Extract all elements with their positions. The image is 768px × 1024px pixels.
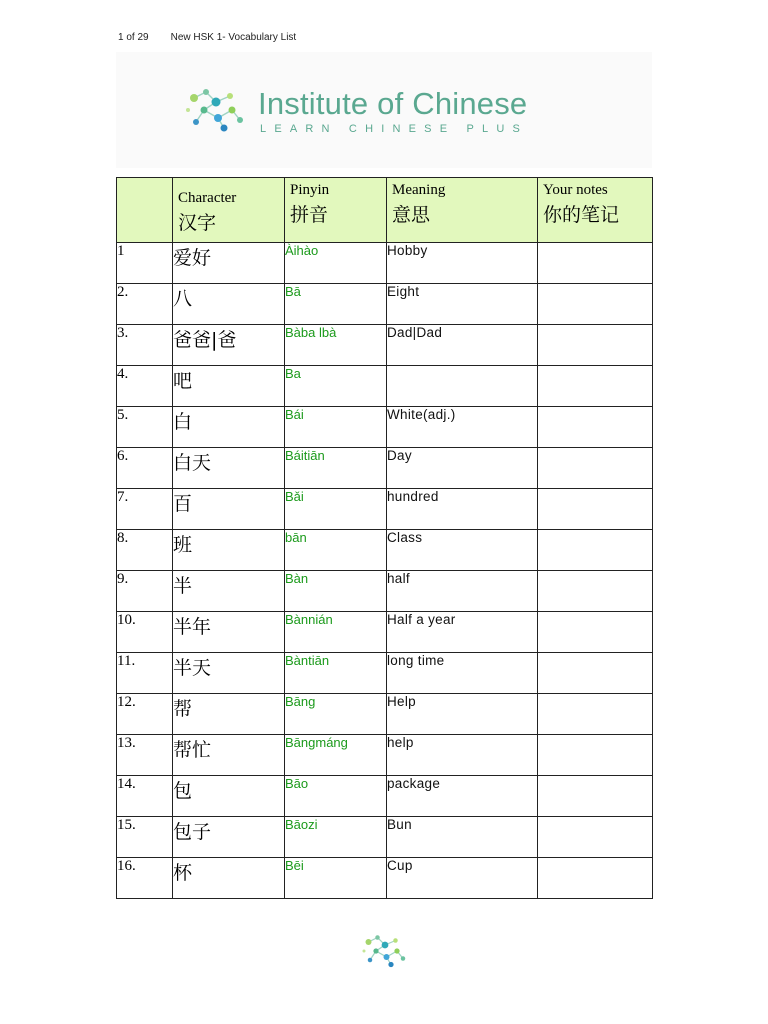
row-number: 5. (117, 407, 173, 448)
table-row (117, 612, 653, 653)
row-number: 12. (117, 694, 173, 735)
table-row (117, 694, 653, 735)
molecule-dots-icon (184, 84, 248, 136)
row-character: 爱好 (173, 243, 285, 284)
row-number: 3. (117, 325, 173, 366)
row-pinyin: Bāngmáng (285, 735, 387, 776)
row-notes-cell[interactable] (538, 858, 653, 899)
row-number: 1 (117, 243, 173, 284)
footer-molecule-dots-icon (361, 931, 409, 971)
table-row (117, 735, 653, 776)
row-character: 帮忙 (173, 735, 285, 776)
row-notes-cell[interactable] (538, 612, 653, 653)
row-character: 半 (173, 571, 285, 612)
logo-banner (116, 52, 652, 168)
page-number: 1 of 29 (118, 32, 149, 43)
row-number: 4. (117, 366, 173, 407)
table-row (117, 776, 653, 817)
logo-title: Institute of Chinese (258, 86, 528, 121)
vocabulary-table (116, 177, 653, 899)
row-number: 14. (117, 776, 173, 817)
header-pinyin-en: Pinyin (290, 182, 330, 198)
header-meaning (387, 178, 538, 243)
row-notes-cell[interactable] (538, 284, 653, 325)
row-number: 9. (117, 571, 173, 612)
row-number: 13. (117, 735, 173, 776)
row-character: 白 (173, 407, 285, 448)
header-pinyin (285, 178, 387, 243)
row-notes-cell[interactable] (538, 817, 653, 858)
row-number: 7. (117, 489, 173, 530)
row-character: 帮 (173, 694, 285, 735)
row-pinyin: Bēi (285, 858, 387, 899)
header-character-cn: 汉字 (178, 212, 217, 234)
row-meaning: Dad|Dad (387, 325, 538, 366)
row-notes-cell[interactable] (538, 448, 653, 489)
header-meaning-cn: 意思 (392, 204, 431, 226)
header-pinyin-cn: 拼音 (290, 204, 329, 226)
row-character: 杯 (173, 858, 285, 899)
row-number: 6. (117, 448, 173, 489)
row-character: 白天 (173, 448, 285, 489)
table-row (117, 284, 653, 325)
row-character: 半年 (173, 612, 285, 653)
header-number (117, 178, 173, 243)
row-meaning: Day (387, 448, 538, 489)
row-pinyin: Ba (285, 366, 387, 407)
row-meaning: half (387, 571, 538, 612)
row-notes-cell[interactable] (538, 571, 653, 612)
row-pinyin: Bàntiān (285, 653, 387, 694)
row-notes-cell[interactable] (538, 366, 653, 407)
row-meaning: Bun (387, 817, 538, 858)
row-notes-cell[interactable] (538, 407, 653, 448)
document-title: New HSK 1- Vocabulary List (170, 32, 297, 43)
row-notes-cell[interactable] (538, 489, 653, 530)
row-pinyin: Báitiān (285, 448, 387, 489)
header-meaning-en: Meaning (392, 182, 446, 198)
table-header-row (117, 178, 653, 243)
header-notes-en: Your notes (543, 182, 608, 198)
row-notes-cell[interactable] (538, 694, 653, 735)
row-character: 包 (173, 776, 285, 817)
header-notes (538, 178, 653, 243)
row-character: 吧 (173, 366, 285, 407)
row-number: 15. (117, 817, 173, 858)
page-header (118, 32, 296, 43)
row-meaning: hundred (387, 489, 538, 530)
row-meaning: help (387, 735, 538, 776)
table-row (117, 653, 653, 694)
table-row (117, 489, 653, 530)
row-meaning: package (387, 776, 538, 817)
row-pinyin: Bànnián (285, 612, 387, 653)
header-character (173, 178, 285, 243)
header-notes-cn: 你的笔记 (543, 204, 620, 226)
logo-tagline: LEARN CHINESE PLUS (260, 123, 529, 135)
row-meaning: Eight (387, 284, 538, 325)
row-pinyin: Bāng (285, 694, 387, 735)
row-notes-cell[interactable] (538, 653, 653, 694)
row-pinyin: Bái (285, 407, 387, 448)
table-row (117, 325, 653, 366)
row-notes-cell[interactable] (538, 776, 653, 817)
row-number: 2. (117, 284, 173, 325)
row-meaning: Help (387, 694, 538, 735)
row-meaning: Cup (387, 858, 538, 899)
row-pinyin: Àihào (285, 243, 387, 284)
row-character: 八 (173, 284, 285, 325)
row-character: 爸爸|爸 (173, 325, 285, 366)
row-notes-cell[interactable] (538, 735, 653, 776)
row-meaning: Class (387, 530, 538, 571)
table-row (117, 530, 653, 571)
table-row (117, 366, 653, 407)
row-character: 百 (173, 489, 285, 530)
row-character: 半天 (173, 653, 285, 694)
row-pinyin: Bā (285, 284, 387, 325)
row-meaning (387, 366, 538, 407)
row-number: 10. (117, 612, 173, 653)
row-meaning: White(adj.) (387, 407, 538, 448)
row-character: 班 (173, 530, 285, 571)
table-row (117, 571, 653, 612)
row-pinyin: Bǎi (285, 489, 387, 530)
table-row (117, 858, 653, 899)
row-notes-cell[interactable] (538, 325, 653, 366)
row-meaning: Half a year (387, 612, 538, 653)
row-number: 8. (117, 530, 173, 571)
row-pinyin: Bàn (285, 571, 387, 612)
row-notes-cell[interactable] (538, 243, 653, 284)
row-number: 11. (117, 653, 173, 694)
table-row (117, 817, 653, 858)
row-pinyin: bān (285, 530, 387, 571)
table-row (117, 407, 653, 448)
row-meaning: Hobby (387, 243, 538, 284)
row-character: 包子 (173, 817, 285, 858)
row-meaning: long time (387, 653, 538, 694)
table-row (117, 448, 653, 489)
row-pinyin: Bàba lbà (285, 325, 387, 366)
row-number: 16. (117, 858, 173, 899)
table-row (117, 243, 653, 284)
row-pinyin: Bāozi (285, 817, 387, 858)
header-character-en: Character (178, 190, 237, 206)
row-notes-cell[interactable] (538, 530, 653, 571)
row-pinyin: Bāo (285, 776, 387, 817)
vocabulary-rows (117, 243, 653, 899)
